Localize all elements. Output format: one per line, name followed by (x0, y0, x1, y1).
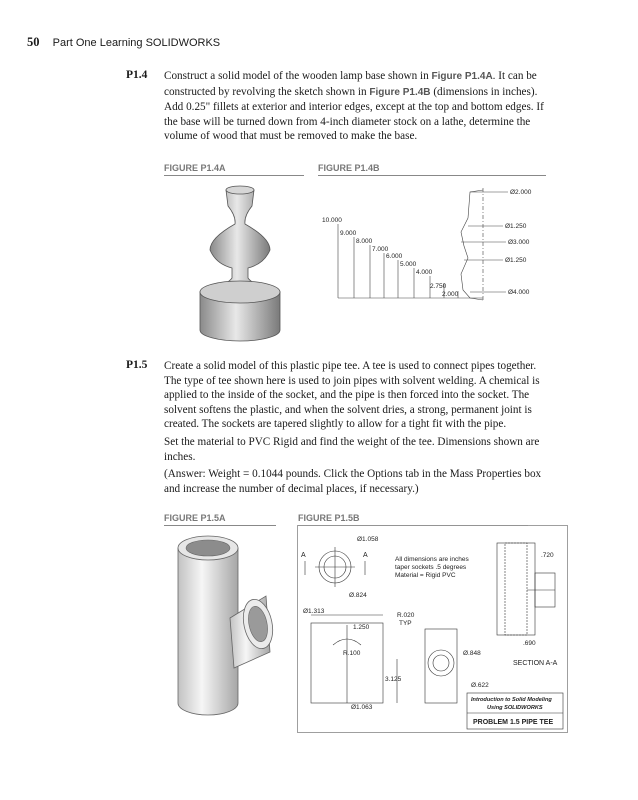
problem-p1-5 (126, 359, 548, 499)
pipe-tee-model (170, 528, 280, 723)
text-segment: (dimensions in inches). Add 0.25" fillets at exterior and interior edges, except at the top and bottom edges. If the base will be turned down from 4-inch diameter stock on a lathe, determine the volume of wood that must be removed to make the base. (164, 85, 544, 143)
problem-p1-4 (126, 69, 548, 147)
figure-reference[interactable]: Figure P1.4B (369, 86, 431, 98)
text-segment: Construct a solid model of the wooden lamp base shown in (164, 70, 432, 82)
figure-reference[interactable]: Figure P1.4A (431, 71, 493, 82)
dimension-label: 3.125 (385, 676, 402, 683)
dimension-label: 1.250 (353, 624, 370, 631)
dimension-label: 9.000 (340, 230, 357, 237)
dimension-label: Ø1.063 (351, 704, 373, 711)
paragraph: (Answer: Weight = 0.1044 pounds. Click the Options tab in the Mass Properties box and increase the number of decimal places, if necessary.) (164, 468, 542, 495)
lamp-sketch-drawing (318, 180, 548, 310)
running-header (27, 35, 220, 50)
section-title: Part One Learning SOLIDWORKS (52, 37, 221, 49)
dimension-label: Ø.622 (471, 682, 489, 689)
figure-label: FIGURE P1.4A (164, 163, 304, 176)
pipe-tee-drawing (297, 525, 568, 733)
dimension-label: 2.750 (430, 283, 447, 290)
dimension-label: Ø4.000 (508, 289, 530, 296)
problem-text (164, 69, 548, 144)
dimension-label: Ø2.000 (510, 189, 532, 196)
figure-label: FIGURE P1.4B (318, 163, 546, 176)
drawing-note: All dimensions are inches (395, 556, 469, 563)
dimension-label: R.100 (343, 650, 361, 657)
drawing-note: taper sockets .5 degrees (395, 564, 467, 571)
section-marker: A (363, 552, 368, 559)
text-segment: . It can be constructed by revolving the sketch shown in (164, 70, 537, 98)
paragraph: Create a solid model of this plastic pipe tee. A tee is used to connect pipes together. The type of tee shown here is used to join pipes with solvent welding. A chemical is applied to the inside of the socket, and the pipe is then forced into the socket. The solvent softens the plastic, and when the solvent dries, a strong, permanent joint is created. The sockets are tapered slightly to allow for a tight fit with the pipe. (164, 360, 540, 431)
title-block-text: Using SOLIDWORKS (487, 705, 543, 711)
dimension-label: 7.000 (372, 246, 389, 253)
dimension-label: 4.000 (416, 269, 433, 276)
title-block-text: Introduction to Solid Modeling (471, 697, 552, 703)
dimension-label: Ø1.250 (505, 223, 527, 230)
dimension-label: 5.000 (400, 261, 417, 268)
dimension-label: .690 (523, 640, 536, 647)
dimension-label: Ø1.250 (505, 257, 527, 264)
problem-number: P1.4 (126, 69, 148, 81)
problem-text (164, 359, 548, 496)
dimension-label: 6.000 (386, 253, 403, 260)
drawing-note: Material = Rigid PVC (395, 572, 456, 579)
title-block-title: PROBLEM 1.5 PIPE TEE (473, 719, 554, 726)
section-marker: A (301, 552, 306, 559)
dimension-label: Ø1.313 (303, 608, 325, 615)
dimension-label: Ø1.058 (357, 536, 379, 543)
problem-number: P1.5 (126, 359, 148, 371)
dimension-label: 2.000 (442, 291, 459, 298)
section-label: SECTION A-A (513, 660, 558, 667)
dimension-label: 10.000 (322, 217, 342, 224)
dimension-label: 8.000 (356, 238, 373, 245)
dimension-label: Ø.824 (349, 592, 367, 599)
lamp-base-model (190, 180, 290, 345)
dimension-label: R.020 (397, 612, 415, 619)
dimension-label: Ø3.000 (508, 239, 530, 246)
dimension-label: Ø.848 (463, 650, 481, 657)
figure-label: FIGURE P1.5B (298, 513, 528, 526)
dimension-label: .720 (541, 552, 554, 559)
paragraph: Set the material to PVC Rigid and find the weight of the tee. Dimensions shown are inches. (164, 435, 540, 463)
figure-label: FIGURE P1.5A (164, 513, 276, 526)
page-number: 50 (27, 35, 40, 49)
dimension-label: TYP (399, 620, 412, 627)
